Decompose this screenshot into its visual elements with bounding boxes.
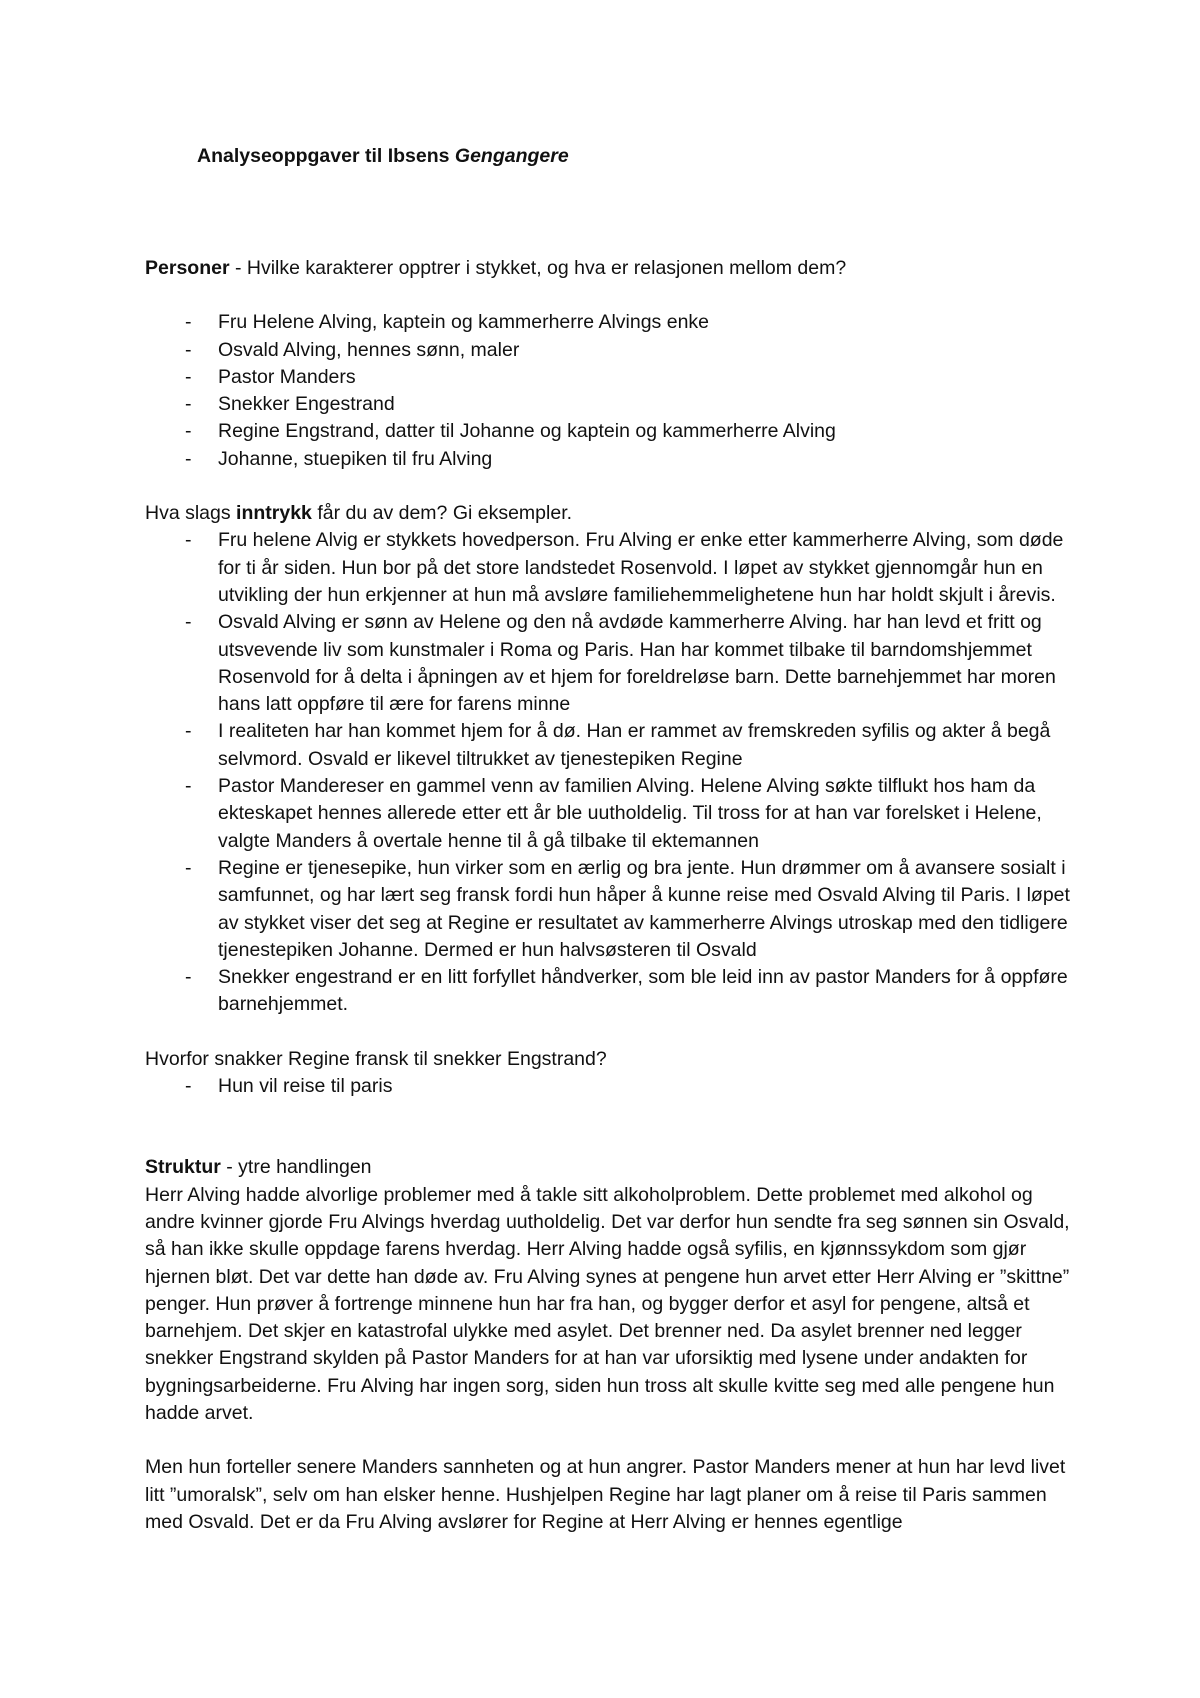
list-item: - Johanne, stuepiken til fru Alving — [145, 446, 1075, 473]
list-item: - Snekker Engestrand — [145, 391, 1075, 418]
personer-heading: Personer — [145, 257, 230, 279]
personer-question-text: - Hvilke karakterer opptrer i stykket, og hva er relasjonen mellom dem? — [229, 257, 847, 279]
inntrykk-q-post: får du av dem? Gi eksempler. — [311, 502, 573, 525]
fransk-list — [145, 1073, 1075, 1100]
struktur-paragraph-1: Herr Alving hadde alvorlige problemer med å takle sitt alkoholproblem. Dette problemet med alkohol og andre kvinner gjorde Fru Alvings hverdag uutholdelig. Det var derfor hun sendte fra seg sønnen sin Osvald, så han ikke skulle oppdage farens hverdag. Herr Alving hadde også syfilis, en kjønnssykdom som gjør hjernen bløt. Det var dette han døde av. Fru Alving synes at pengene hun arvet etter Herr Alving er ”skittne” penger. Hun prøver å fortrenge minnene hun har fra han, og bygger derfor et asyl for pengene, altså et barnehjem. Det skjer en katastrofal ulykke med asylet. Det brenner ned. Da asylet brenner ned legger snekker Engstrand skylden på Pastor Manders for at han var uforsiktig med lysene under andakten for bygningsarbeiderne. Fru Alving har ingen sorg, siden hun tross alt skulle kvitte seg med alle pengene hun hadde arvet. — [145, 1183, 1070, 1424]
personer-list — [145, 309, 1075, 473]
document-title — [197, 145, 569, 168]
personer-question — [145, 255, 1075, 282]
list-item: - Fru helene Alvig er stykkets hovedperson. Fru Alving er enke etter kammerherre Alving, som døde for ti år siden. Hun bor på det store landstedet Rosenvold. I løpet av stykket gjennomgår hun en utvikling der hun erkjenner at hun må avsløre familiehemmelighetene hun har holdt skjult i årevis. — [145, 527, 1075, 609]
inntrykk-question — [145, 500, 1075, 527]
inntrykk-list — [145, 527, 1075, 1018]
inntrykk-q-pre: Hva slags — [145, 502, 237, 525]
list-item: - Snekker engestrand er en litt forfyllet håndverker, som ble leid inn av pastor Manders for å oppføre barnehjemmet. — [145, 964, 1075, 1019]
list-item: - Fru Helene Alving, kaptein og kammerherre Alvings enke — [145, 309, 1075, 336]
list-item: - Pastor Mandereser en gammel venn av familien Alving. Helene Alving søkte tilflukt hos ham da ekteskapet hennes allerede etter ett år ble uutholdelig. Til tross for at han var forelsket i Helene, valgte Manders å overtale henne til å gå tilbake til ektemannen — [145, 773, 1075, 855]
struktur-heading: Struktur — [145, 1156, 221, 1179]
list-item: - Hun vil reise til paris — [145, 1073, 1075, 1100]
title-main: Analyseoppgaver til Ibsens — [197, 145, 455, 167]
struktur-paragraph-2: Men hun forteller senere Manders sannheten og at hun angrer. Pastor Manders mener at hun har levd livet litt ”umoralsk”, selv om han elsker henne. Hushjelpen Regine har lagt planer om å reise til Paris sammen med Osvald. Det er da Fru Alving avslører for Regine at Herr Alving er hennes egentlige — [145, 1456, 1066, 1533]
list-item: - Regine Engstrand, datter til Johanne og kaptein og kammerherre Alving — [145, 418, 1075, 445]
fransk-question: Hvorfor snakker Regine fransk til snekker Engstrand? — [145, 1047, 607, 1070]
inntrykk-q-bold: inntrykk — [236, 502, 312, 525]
document-body — [145, 255, 1075, 1536]
list-item: - Regine er tjenesepike, hun virker som en ærlig og bra jente. Hun drømmer om å avansere sosialt i samfunnet, og har lært seg fransk fordi hun håper å kunne reise med Osvald Alving til Paris. I løpet av stykket viser det seg at Regine er resultatet av kammerherre Alvings utroskap med den tidligere tjenestepiken Johanne. Dermed er hun halvsøsteren til Osvald — [145, 855, 1075, 964]
struktur-heading-line — [145, 1154, 1075, 1181]
list-item: - Osvald Alving er sønn av Helene og den nå avdøde kammerherre Alving. har han levd et fritt og utsvevende liv som kunstmaler i Roma og Paris. Han har kommet tilbake til barndomshjemmet Rosenvold for å delta i åpningen av et hjem for foreldreløse barn. Dette barnehjemmet har moren hans latt oppføre til ære for farens minne — [145, 609, 1075, 718]
list-item: - Pastor Manders — [145, 364, 1075, 391]
list-item: - I realiteten har han kommet hjem for å dø. Han er rammet av fremskreden syfilis og akter å begå selvmord. Osvald er likevel tiltrukket av tjenestepiken Regine — [145, 718, 1075, 773]
struktur-subheading: - ytre handlingen — [220, 1156, 372, 1179]
list-item: - Osvald Alving, hennes sønn, maler — [145, 337, 1075, 364]
title-italic: Gengangere — [454, 145, 569, 167]
